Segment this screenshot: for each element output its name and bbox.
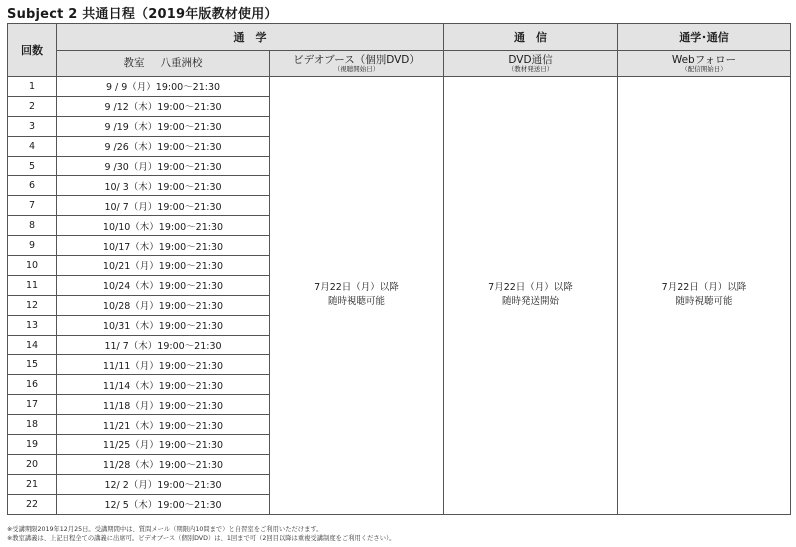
row-date: 11/25（月）19:00〜21:30: [57, 435, 270, 455]
header-video-title: ビデオブース（個別DVD）: [293, 53, 420, 66]
row-number: 9: [8, 236, 57, 256]
row-date: 12/ 5（木）19:00〜21:30: [57, 494, 270, 514]
schedule-table: [7, 23, 791, 515]
dvd-availability: [444, 77, 618, 515]
row-number: 8: [8, 216, 57, 236]
row-date: 11/11（月）19:00〜21:30: [57, 355, 270, 375]
row-number: 18: [8, 415, 57, 435]
row-date: 10/ 7（月）19:00〜21:30: [57, 196, 270, 216]
row-number: 11: [8, 275, 57, 295]
row-date: 9 /30（月）19:00〜21:30: [57, 156, 270, 176]
footnote-2: ※教室講義は、上記日程全ての講義に出席可。ビデオブース（個別DVD）は、1回まで可（2回目以降は重複受講制度をご利用ください）。: [7, 535, 396, 542]
row-number: 13: [8, 315, 57, 335]
header-video: [270, 51, 444, 77]
header-tsugaku-tsushin: 通学･通信: [618, 24, 791, 51]
web-text-line1: 7月22日（月）以降: [661, 282, 747, 294]
row-number: 5: [8, 156, 57, 176]
row-date: 9 /12（木）19:00〜21:30: [57, 96, 270, 116]
row-number: 17: [8, 395, 57, 415]
header-dvd: [444, 51, 618, 77]
footnotes: [7, 525, 395, 543]
row-date: 11/28（木）19:00〜21:30: [57, 454, 270, 474]
header-tsushin: 通 信: [444, 24, 618, 51]
video-text-line2: 随時視聴可能: [327, 296, 385, 308]
video-availability: [270, 77, 444, 515]
row-number: 7: [8, 196, 57, 216]
row-number: 4: [8, 136, 57, 156]
row-number: 21: [8, 474, 57, 494]
header-web: [618, 51, 791, 77]
row-date: 11/ 7（木）19:00〜21:30: [57, 335, 270, 355]
row-date: 11/14（木）19:00〜21:30: [57, 375, 270, 395]
row-date: 10/17（木）19:00〜21:30: [57, 236, 270, 256]
dvd-text-line2: 随時発送開始: [501, 296, 559, 308]
header-campus: 八重洲校: [160, 57, 203, 69]
row-number: 3: [8, 116, 57, 136]
header-tsugaku: 通 学: [57, 24, 444, 51]
row-number: 19: [8, 435, 57, 455]
header-web-title: Webフォロー: [671, 53, 737, 66]
row-date: 10/ 3（木）19:00〜21:30: [57, 176, 270, 196]
row-number: 14: [8, 335, 57, 355]
row-date: 10/31（木）19:00〜21:30: [57, 315, 270, 335]
page-title: Subject 2 共通日程（2019年版教材使用）: [7, 7, 278, 22]
row-date: 11/18（月）19:00〜21:30: [57, 395, 270, 415]
header-web-sub: （配信開始日）: [681, 64, 727, 73]
dvd-text-line1: 7月22日（月）以降: [488, 282, 573, 294]
row-date: 12/ 2（月）19:00〜21:30: [57, 474, 270, 494]
table-row: [8, 77, 791, 97]
web-text-line2: 随時視聴可能: [675, 296, 733, 308]
row-date: 10/28（月）19:00〜21:30: [57, 295, 270, 315]
header-dvd-title: DVD通信: [508, 53, 553, 66]
row-date: 9 /26（木）19:00〜21:30: [57, 136, 270, 156]
header-dvd-sub: （教材発送日）: [507, 64, 554, 73]
row-date: 10/21（月）19:00〜21:30: [57, 256, 270, 276]
header-kyoshitsu: 教室: [123, 57, 145, 69]
row-number: 1: [8, 77, 57, 97]
header-classroom: [57, 51, 270, 77]
row-date: 9 / 9（月）19:00〜21:30: [57, 77, 270, 97]
row-date: 9 /19（木）19:00〜21:30: [57, 116, 270, 136]
row-date: 11/21（木）19:00〜21:30: [57, 415, 270, 435]
schedule-body: [8, 77, 791, 515]
footnote-1: ※受講期限2019年12月25日。受講期間中は、質問メール（期限内10問まで）と自習室をご利用いただけます。: [7, 526, 323, 533]
row-number: 6: [8, 176, 57, 196]
header-video-sub: （視聴開始日）: [333, 64, 380, 73]
row-number: 22: [8, 494, 57, 514]
row-date: 10/24（木）19:00〜21:30: [57, 275, 270, 295]
header-kaisu: 回数: [8, 24, 57, 77]
row-number: 16: [8, 375, 57, 395]
row-number: 12: [8, 295, 57, 315]
row-number: 15: [8, 355, 57, 375]
row-number: 10: [8, 256, 57, 276]
video-text-line1: 7月22日（月）以降: [314, 282, 399, 294]
row-date: 10/10（木）19:00〜21:30: [57, 216, 270, 236]
row-number: 2: [8, 96, 57, 116]
web-availability: [618, 77, 791, 515]
row-number: 20: [8, 454, 57, 474]
